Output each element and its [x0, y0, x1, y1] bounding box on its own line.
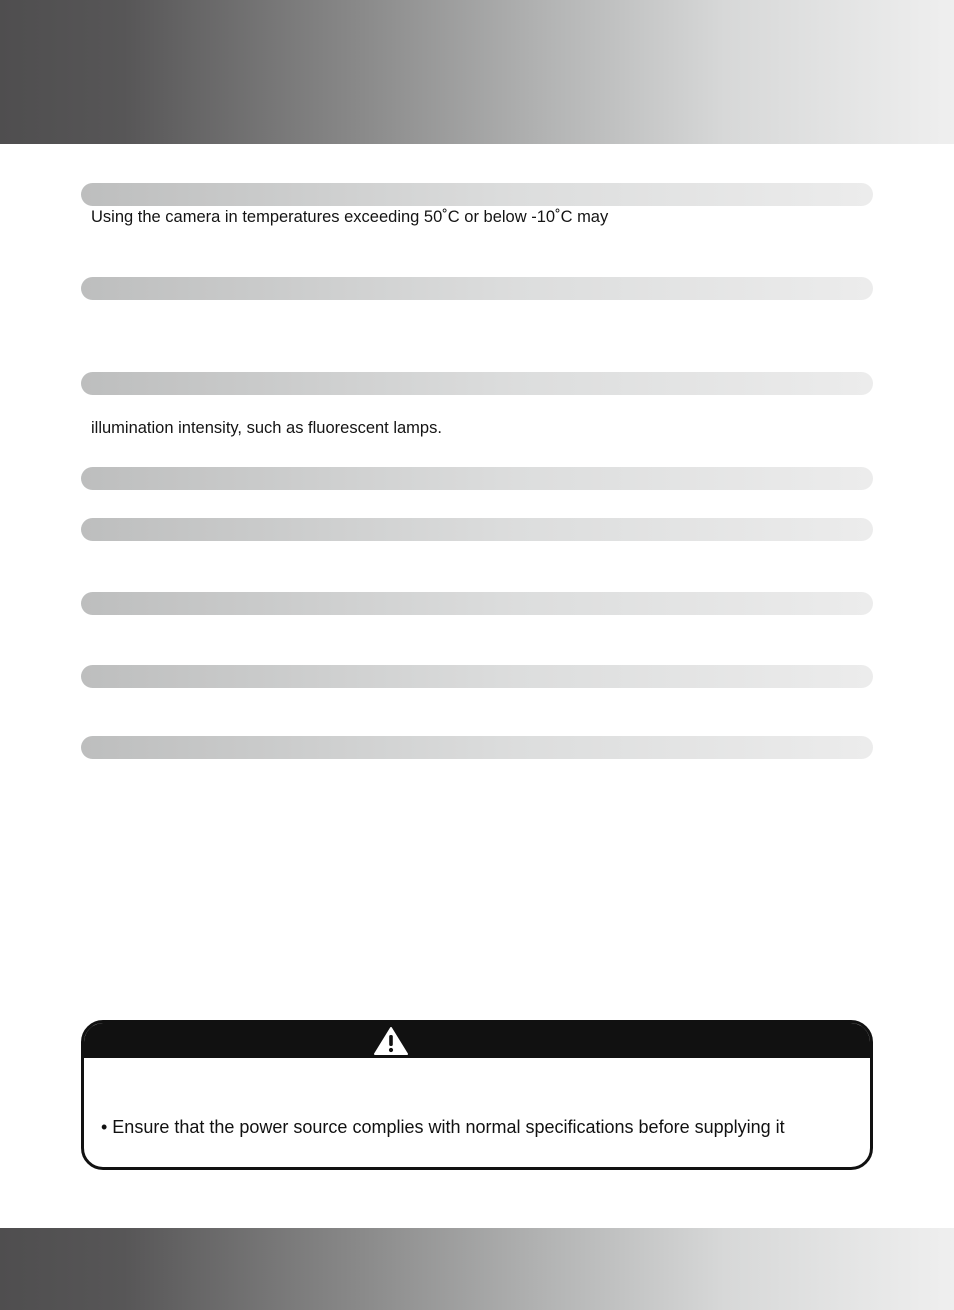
section-bar-6 — [81, 592, 873, 615]
section-bar-1 — [81, 183, 873, 206]
caution-header — [84, 1023, 870, 1058]
section-bar-8 — [81, 736, 873, 759]
section-bar-4 — [81, 467, 873, 490]
caution-box — [81, 1020, 873, 1170]
header-band — [0, 0, 954, 144]
section-bar-2 — [81, 277, 873, 300]
warning-triangle-icon — [373, 1026, 409, 1056]
caution-bullet-text: • Ensure that the power source complies with normal specifications before supplying it — [101, 1117, 785, 1137]
section-3-text: illumination intensity, such as fluorescent lamps. — [91, 419, 442, 437]
section-1-text: Using the camera in temperatures exceeding 50˚C or below -10˚C may — [91, 208, 609, 226]
section-bar-3 — [81, 372, 873, 395]
section-bar-7 — [81, 665, 873, 688]
footer-band — [0, 1228, 954, 1310]
section-bar-5 — [81, 518, 873, 541]
